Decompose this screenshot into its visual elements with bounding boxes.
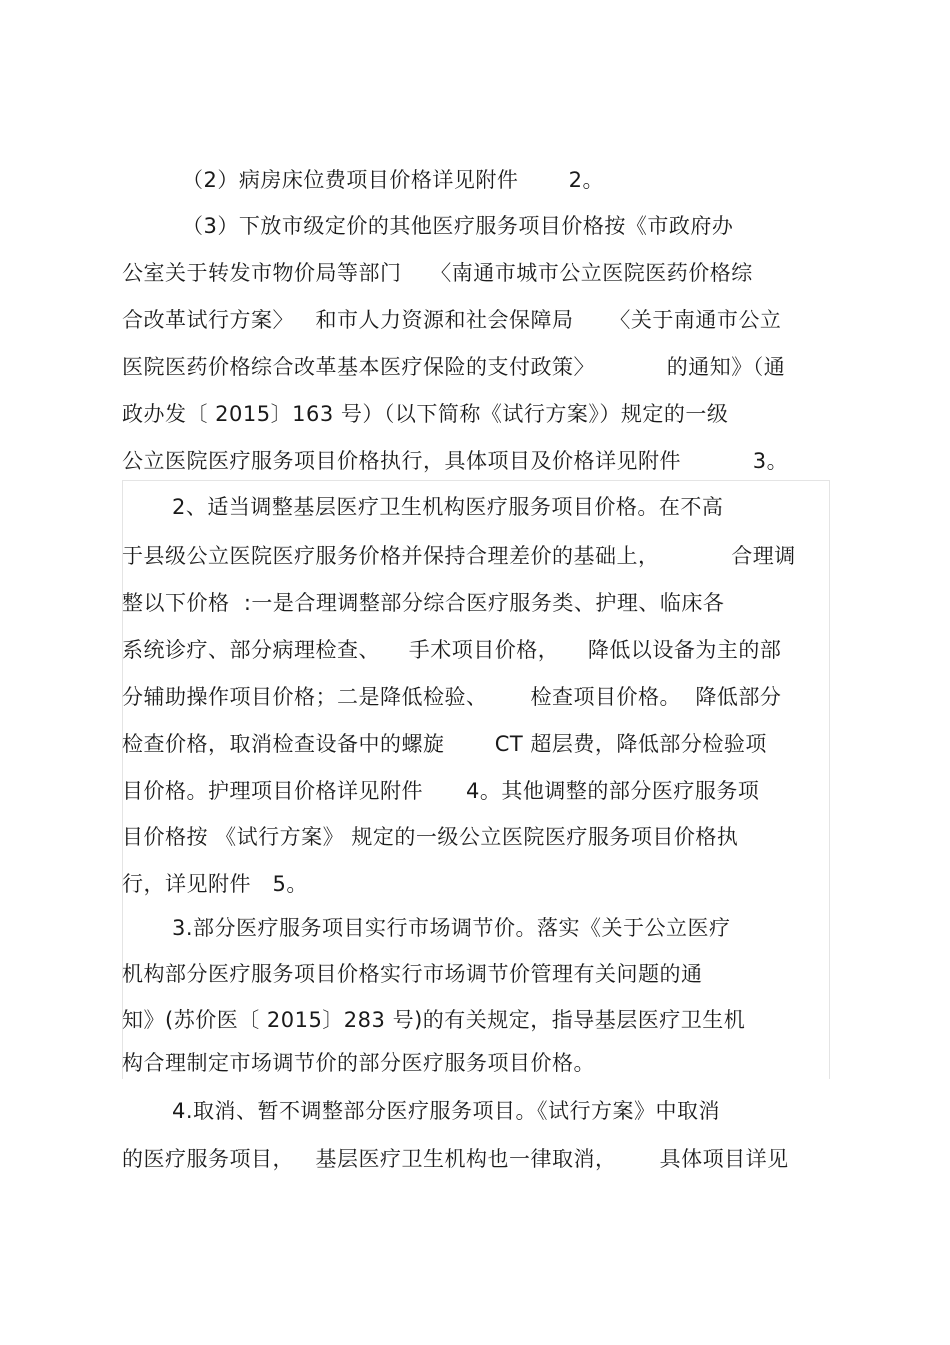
paragraph-line: 整以下价格 :一是合理调整部分综合医疗服务类、护理、临床各: [122, 591, 725, 615]
paragraph-line: 知》(苏价医〔 2015〕283 号)的有关规定，指导基层医疗卫生机: [122, 1008, 746, 1032]
paragraph-line: 构合理制定市场调节价的部分医疗服务项目价格。: [122, 1051, 595, 1075]
paragraph-line: 4.取消、暂不调整部分医疗服务项目。《试行方案》中取消: [172, 1099, 721, 1123]
paragraph-line: 系统诊疗、部分病理检查、 手术项目价格， 降低以设备为主的部: [122, 638, 782, 662]
paragraph-line: 分辅助操作项目价格；二是降低检验、 检查项目价格。 降低部分: [122, 685, 782, 709]
paragraph-line: 行，详见附件 5。: [122, 872, 308, 896]
paragraph-line: 3.部分医疗服务项目实行市场调节价。落实《关于公立医疗: [172, 916, 731, 940]
paragraph-line: （2）病房床位费项目价格详见附件 2。: [182, 168, 604, 192]
paragraph-line: 目价格按 《试行方案》 规定的一级公立医院医疗服务项目价格执: [122, 825, 739, 849]
paragraph-line: 于县级公立医院医疗服务价格并保持合理差价的基础上， 合理调: [122, 544, 796, 568]
paragraph-line: 机构部分医疗服务项目价格实行市场调节价管理有关问题的通: [122, 962, 703, 986]
paragraph-line: 目价格。护理项目价格详见附件 4。其他调整的部分医疗服务项: [122, 779, 760, 803]
paragraph-line: 检查价格，取消检查设备中的螺旋 CT 超层费，降低部分检验项: [122, 732, 767, 756]
paragraph-line: 政办发〔 2015〕163 号）（以下简称《试行方案》）规定的一级: [122, 402, 729, 426]
paragraph-line: 医院医药价格综合改革基本医疗保险的支付政策〉 的通知》（通: [122, 355, 786, 379]
paragraph-line: 的医疗服务项目， 基层医疗卫生机构也一律取消， 具体项目详见: [122, 1147, 789, 1171]
paragraph-line: （3）下放市级定价的其他医疗服务项目价格按《市政府办: [182, 214, 734, 238]
paragraph-line: 合改革试行方案〉 和市人力资源和社会保障局 〈关于南通市公立: [122, 308, 782, 332]
paragraph-line: 公室关于转发市物价局等部门 〈南通市城市公立医院医药价格综: [122, 261, 753, 285]
paragraph-line: 2、适当调整基层医疗卫生机构医疗服务项目价格。在不高: [172, 495, 724, 519]
paragraph-line: 公立医院医疗服务项目价格执行，具体项目及价格详见附件 3。: [122, 449, 789, 473]
